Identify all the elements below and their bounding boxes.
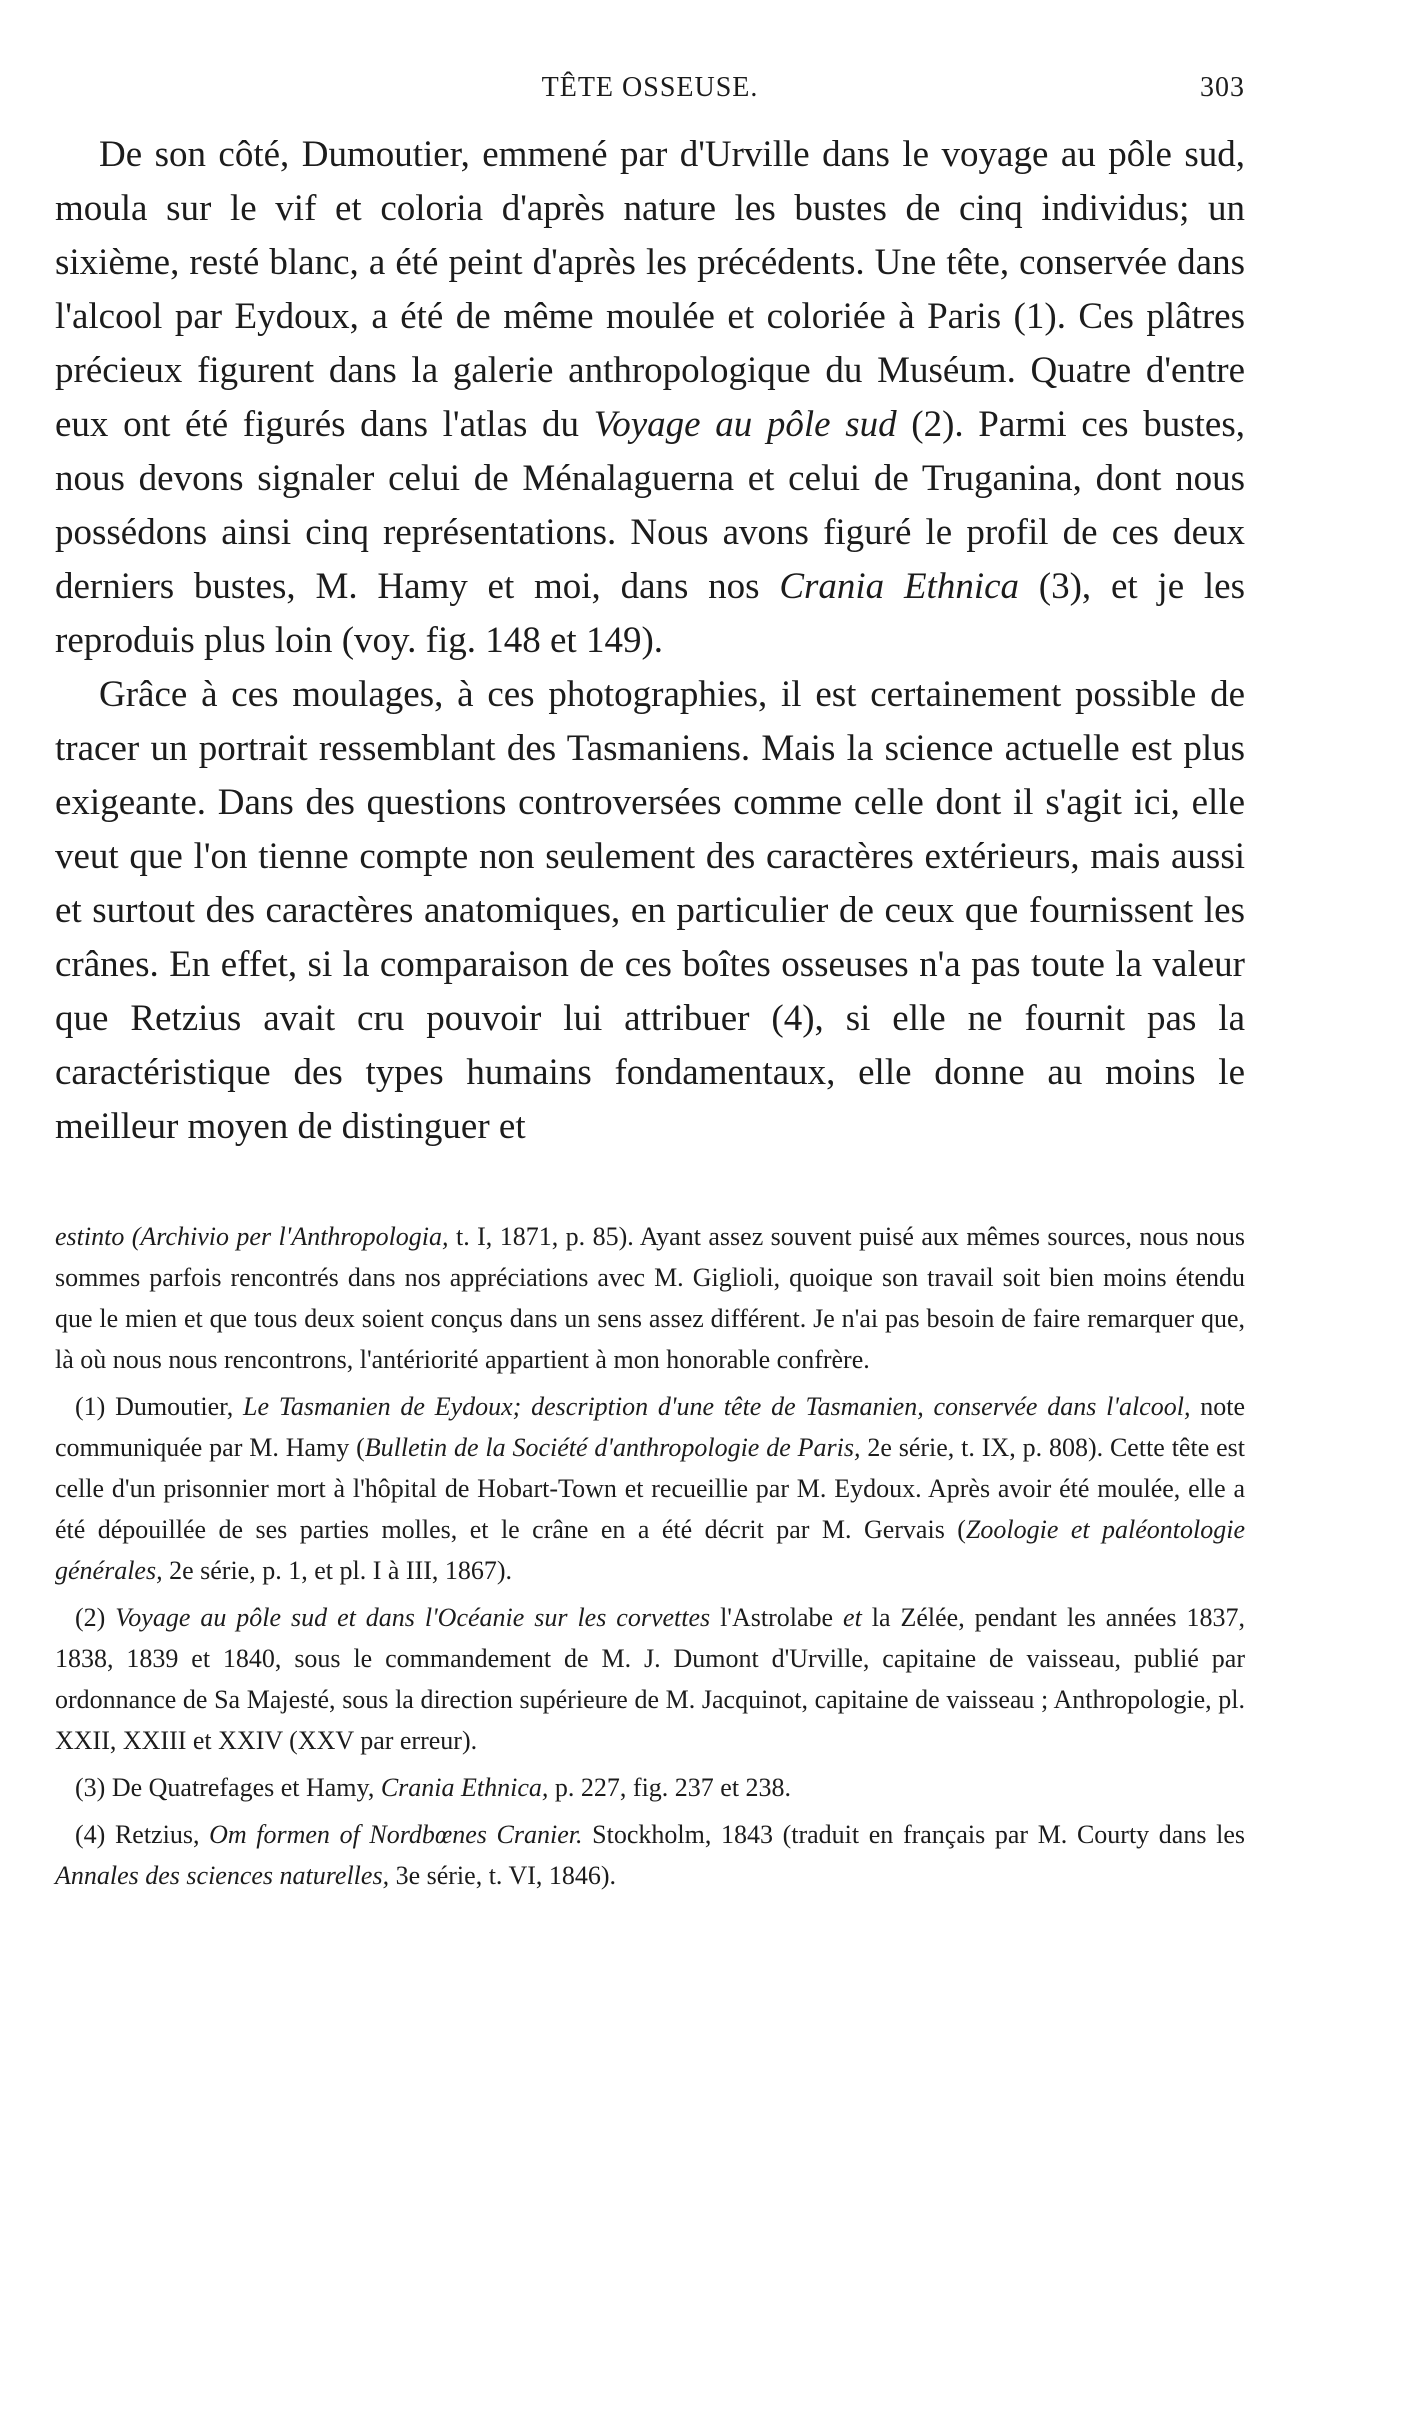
footnote-2-italic-a: Voyage au pôle sud et dans l'Océanie sur les corvettes [115, 1603, 711, 1632]
paragraph-1-text-b: (2). Parmi ces bustes, nous devons signaler celui de Ménalaguerna et celui de Truganina, dont nous possédons ainsi cinq représentations. Nous avons figuré le profil de ces deux derniers bustes, M. Hamy et moi, dans nos [55, 404, 1245, 607]
footnote-1-italic-b: Bulletin de la Société d'anthropologie de Paris, [364, 1433, 861, 1462]
footnote-4-italic-b: Annales des sciences naturelles, [55, 1861, 390, 1890]
footnote-4-text-a: (4) Retzius, [75, 1820, 210, 1849]
footnote-2-text-b: l'Astrolabe [710, 1603, 844, 1632]
footnote-3-italic-a: Crania Ethnica, [380, 1773, 549, 1802]
main-text [55, 128, 1245, 1154]
paragraph-1-italic-voyage: Voyage au pôle sud [593, 404, 897, 445]
paragraph-1-italic-crania: Crania Ethnica [779, 566, 1020, 607]
footnotes [55, 1216, 1245, 1896]
footnote-continuation [55, 1216, 1245, 1380]
footnote-1-text-a: (1) Dumoutier, [75, 1392, 244, 1421]
footnote-2-text-a: (2) [75, 1603, 116, 1632]
footnote-1-italic-c: Zoologie et paléontologie générales, [55, 1515, 1246, 1585]
paragraph-1-text-c: (3), et je les reproduis plus loin (voy. fig. 148 et 149). [55, 566, 1245, 661]
footnote-4 [55, 1814, 1245, 1896]
paragraph-1-text-a: De son côté, Dumoutier, emmené par d'Urville dans le voyage au pôle sud, moula sur le vif et coloria d'après nature les bustes de cinq individus; un sixième, resté blanc, a été peint d'après les précédents. Une tête, conservée dans l'alcool par Eydoux, a été de même moulée et coloriée à Paris (1). Ces plâtres précieux figurent dans la galerie anthropologique du Muséum. Quatre d'entre eux ont été figurés dans l'atlas du [55, 134, 1245, 445]
paragraph-2: Grâce à ces moulages, à ces photographies, il est certainement possible de tracer un portrait ressemblant des Tasmaniens. Mais la science actuelle est plus exigeante. Dans des questions controversées comme celle dont il s'agit ici, elle veut que l'on tienne compte non seulement des caractères extérieurs, mais aussi et surtout des caractères anatomiques, en particulier de ceux que fournissent les crânes. En effet, si la comparaison de ces boîtes osseuses n'a pas toute la valeur que Retzius avait cru pouvoir lui attribuer (4), si elle ne fournit pas la caractéristique des types humains fondamentaux, elle donne au moins le meilleur moyen de distinguer et [55, 674, 1245, 1147]
paragraph-1 [55, 128, 1245, 668]
footnote-4-text-b: Stockholm, 1843 (traduit en français par M. Courty dans les [582, 1820, 1245, 1849]
footnote-3-text-b: p. 227, fig. 237 et 238. [548, 1773, 792, 1802]
footnote-2-text-c: la Zélée, pendant les années 1837, 1838, 1839 et 1840, sous le commandement de M. J. Dumont d'Urville, capitaine de vaisseau, publié par ordonnance de Sa Majesté, sous la direction supérieure de M. Jacquinot, capitaine de vaisseau ; Anthropologie, pl. XXII, XXIII et XXIV (XXV par erreur). [55, 1603, 1245, 1755]
footnote-2 [55, 1597, 1245, 1761]
footnote-continuation-italic: estinto (Archivio per l'Anthropologia, [55, 1222, 449, 1251]
footnote-4-text-c: 3e série, t. VI, 1846). [389, 1861, 617, 1890]
footnote-3-text-a: (3) De Quatrefages et Hamy, [75, 1773, 381, 1802]
footnote-1-text-c: 2e série, t. IX, p. 808). Cette tête est celle d'un prisonnier mort à l'hôpital de Hobart-Town et recueillie par M. Eydoux. Après avoir été moulée, elle a été dépouillée de ses parties molles, et le crâne en a été décrit par M. Gervais ( [55, 1433, 1245, 1544]
running-header [55, 72, 1245, 128]
footnote-1 [55, 1386, 1245, 1591]
footnote-2-italic-b: et [843, 1603, 862, 1632]
footnote-4-italic-a: Om formen of Nordbœnes Cranier. [209, 1820, 583, 1849]
footnote-1-italic-a: Le Tasmanien de Eydoux; description d'une tête de Tasmanien, conservée dans l'alcool, [243, 1392, 1191, 1421]
page-number: 303 [1200, 72, 1245, 103]
footnote-1-text-b: note communiquée par M. Hamy ( [55, 1392, 1246, 1462]
footnote-continuation-text: t. I, 1871, p. 85). Ayant assez souvent puisé aux mêmes sources, nous nous sommes parfois rencontrés dans nos appréciations avec M. Giglioli, quoique son travail soit bien moins étendu que le mien et que tous deux soient conçus dans un sens assez différent. Je n'ai pas besoin de faire remarquer que, là où nous nous rencontrons, l'antériorité appartient à mon honorable confrère. [55, 1222, 1245, 1374]
page [55, 72, 1245, 1902]
footnote-1-text-d: 2e série, p. 1, et pl. I à III, 1867). [162, 1556, 513, 1585]
footnote-3 [55, 1767, 1245, 1808]
running-title: TÊTE OSSEUSE. [541, 72, 759, 103]
